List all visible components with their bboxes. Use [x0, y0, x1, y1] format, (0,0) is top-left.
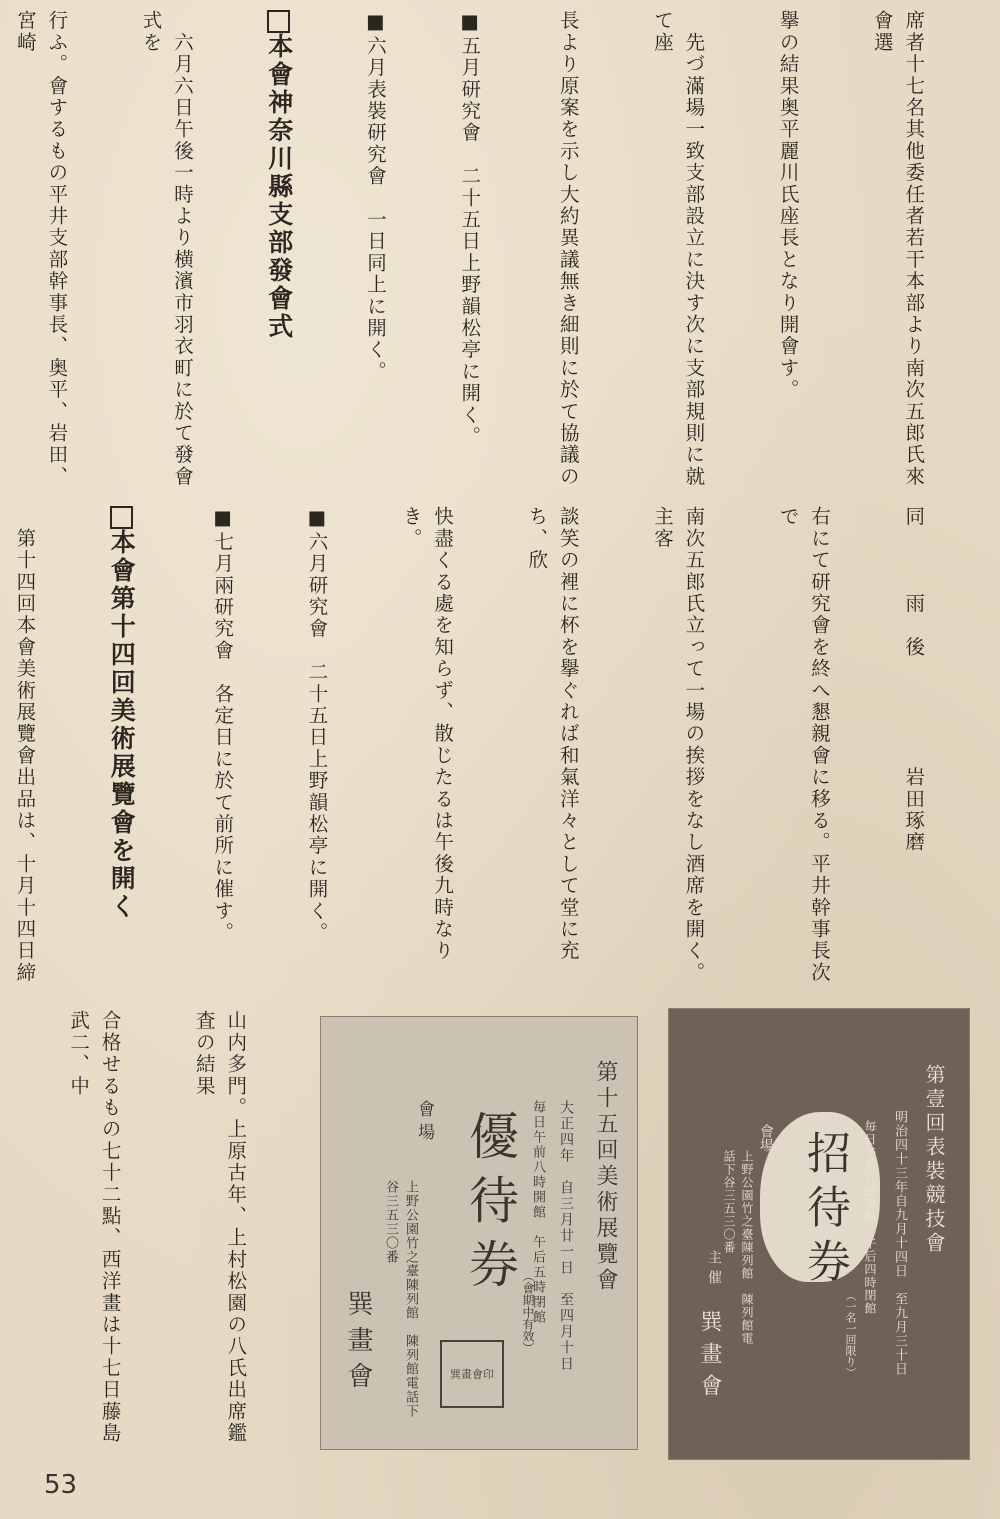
ticket-hours: 毎日午前九時開館 午后四時閉館	[863, 1120, 877, 1315]
ticket-title: 第壹回表裝競技會	[922, 1064, 946, 1256]
text-line: 擧の結果奥平麗川氏座長となり開會す。	[776, 10, 800, 401]
seal-stamp-icon: 巽畫會印	[440, 1340, 504, 1408]
text-line: 山内多門。上原古年、上村松園の八氏出席鑑査の結果	[192, 1010, 248, 1444]
text-line: 南次五郎氏立って一場の挨拶をなし酒席を開く。主客	[650, 506, 706, 984]
article-block-middle	[200, 506, 992, 994]
section-heading: 本會神奈川縣支部發會式	[261, 10, 297, 498]
ticket-venue: 上野公園竹之臺陳列館 陳列館電話下谷三五三〇番	[383, 1180, 418, 1418]
page-number: 53	[44, 1470, 78, 1500]
ticket-period: 大正四年 自三月廿一日 至四月十日	[558, 1100, 574, 1372]
ticket-center: 招待券	[799, 1130, 850, 1292]
notice-line: ■六月研究會 二十五日上野韻松亭に開く。	[305, 506, 329, 944]
ticket-note: （一名一回限り）	[844, 1290, 857, 1378]
ticket-venue: 上野公園竹之臺陳列館 陳列館電話下谷三五三〇番	[722, 1150, 754, 1345]
heading-marker-icon	[267, 10, 290, 33]
text-line: 快盡くる處を知らず、散じたるは午後九時なりき。	[399, 506, 455, 962]
ticket-title: 第十五回美術展覽會	[593, 1060, 618, 1294]
text-line: 右にて研究會を終へ懇親會に移る。平井幹事長次で	[776, 506, 831, 984]
text-line: 先づ滿場一致支部設立に決す次に支部規則に就て座	[650, 10, 706, 488]
text-line: 合格せるもの七十二點、西洋畫は十七日藤島武二、中	[67, 1010, 122, 1444]
article-block-exhibition	[8, 506, 202, 994]
heading-marker-icon	[110, 506, 133, 529]
ticket-center: 優待券	[461, 1110, 519, 1302]
notice-line: ■六月表裝研究會 一日同上に開く。	[363, 10, 387, 383]
text-line: 談笑の裡に杯を擧ぐれば和氣洋々として堂に充ち、欣	[525, 506, 580, 962]
text-line: 席者十七名其他委任者若干本部より南次五郎氏來會選	[870, 10, 926, 488]
article-block-top-right	[552, 10, 992, 498]
ticket-period: 明治四十三年自九月十四日 至九月三十日	[892, 1110, 907, 1376]
ticket-hours: 毎日午前八時開館 午后五時閉館	[530, 1100, 545, 1325]
text-line: 六月六日午後一時より横濱市羽衣町に於て發會式を	[139, 10, 194, 488]
text-line: 行ふ。會するもの平井支部幹事長、奥平、岩田、宮崎	[13, 10, 69, 488]
ticket-org: 巽畫會	[343, 1290, 373, 1398]
article-block-top-left	[8, 10, 548, 498]
text-line: 長より原案を示し大約異議無き細則に於て協議の	[556, 10, 580, 488]
notice-line: ■七月兩研究會 各定日に於て前所に催す。	[211, 506, 235, 944]
ticket-venue-label: 會場	[414, 1100, 434, 1146]
article-block-exhibition-cont	[8, 1010, 314, 1460]
text-line: 第十四回本會美術展覽會出品は、十月十四日締	[13, 527, 37, 984]
ticket-note: （會期中有效）	[521, 1270, 535, 1354]
section-heading: 本會第十四回美術展覽會を開く	[103, 506, 139, 994]
ticket-venue-label: 會場	[758, 1124, 774, 1152]
ticket-org: 巽畫會	[697, 1310, 722, 1406]
text-line: 同 雨 後 岩田琢磨	[902, 506, 926, 854]
ticket-org-label: 主催	[706, 1250, 722, 1290]
notice-line: ■五月研究會 二十五日上野韻松亭に開く。	[458, 10, 482, 448]
